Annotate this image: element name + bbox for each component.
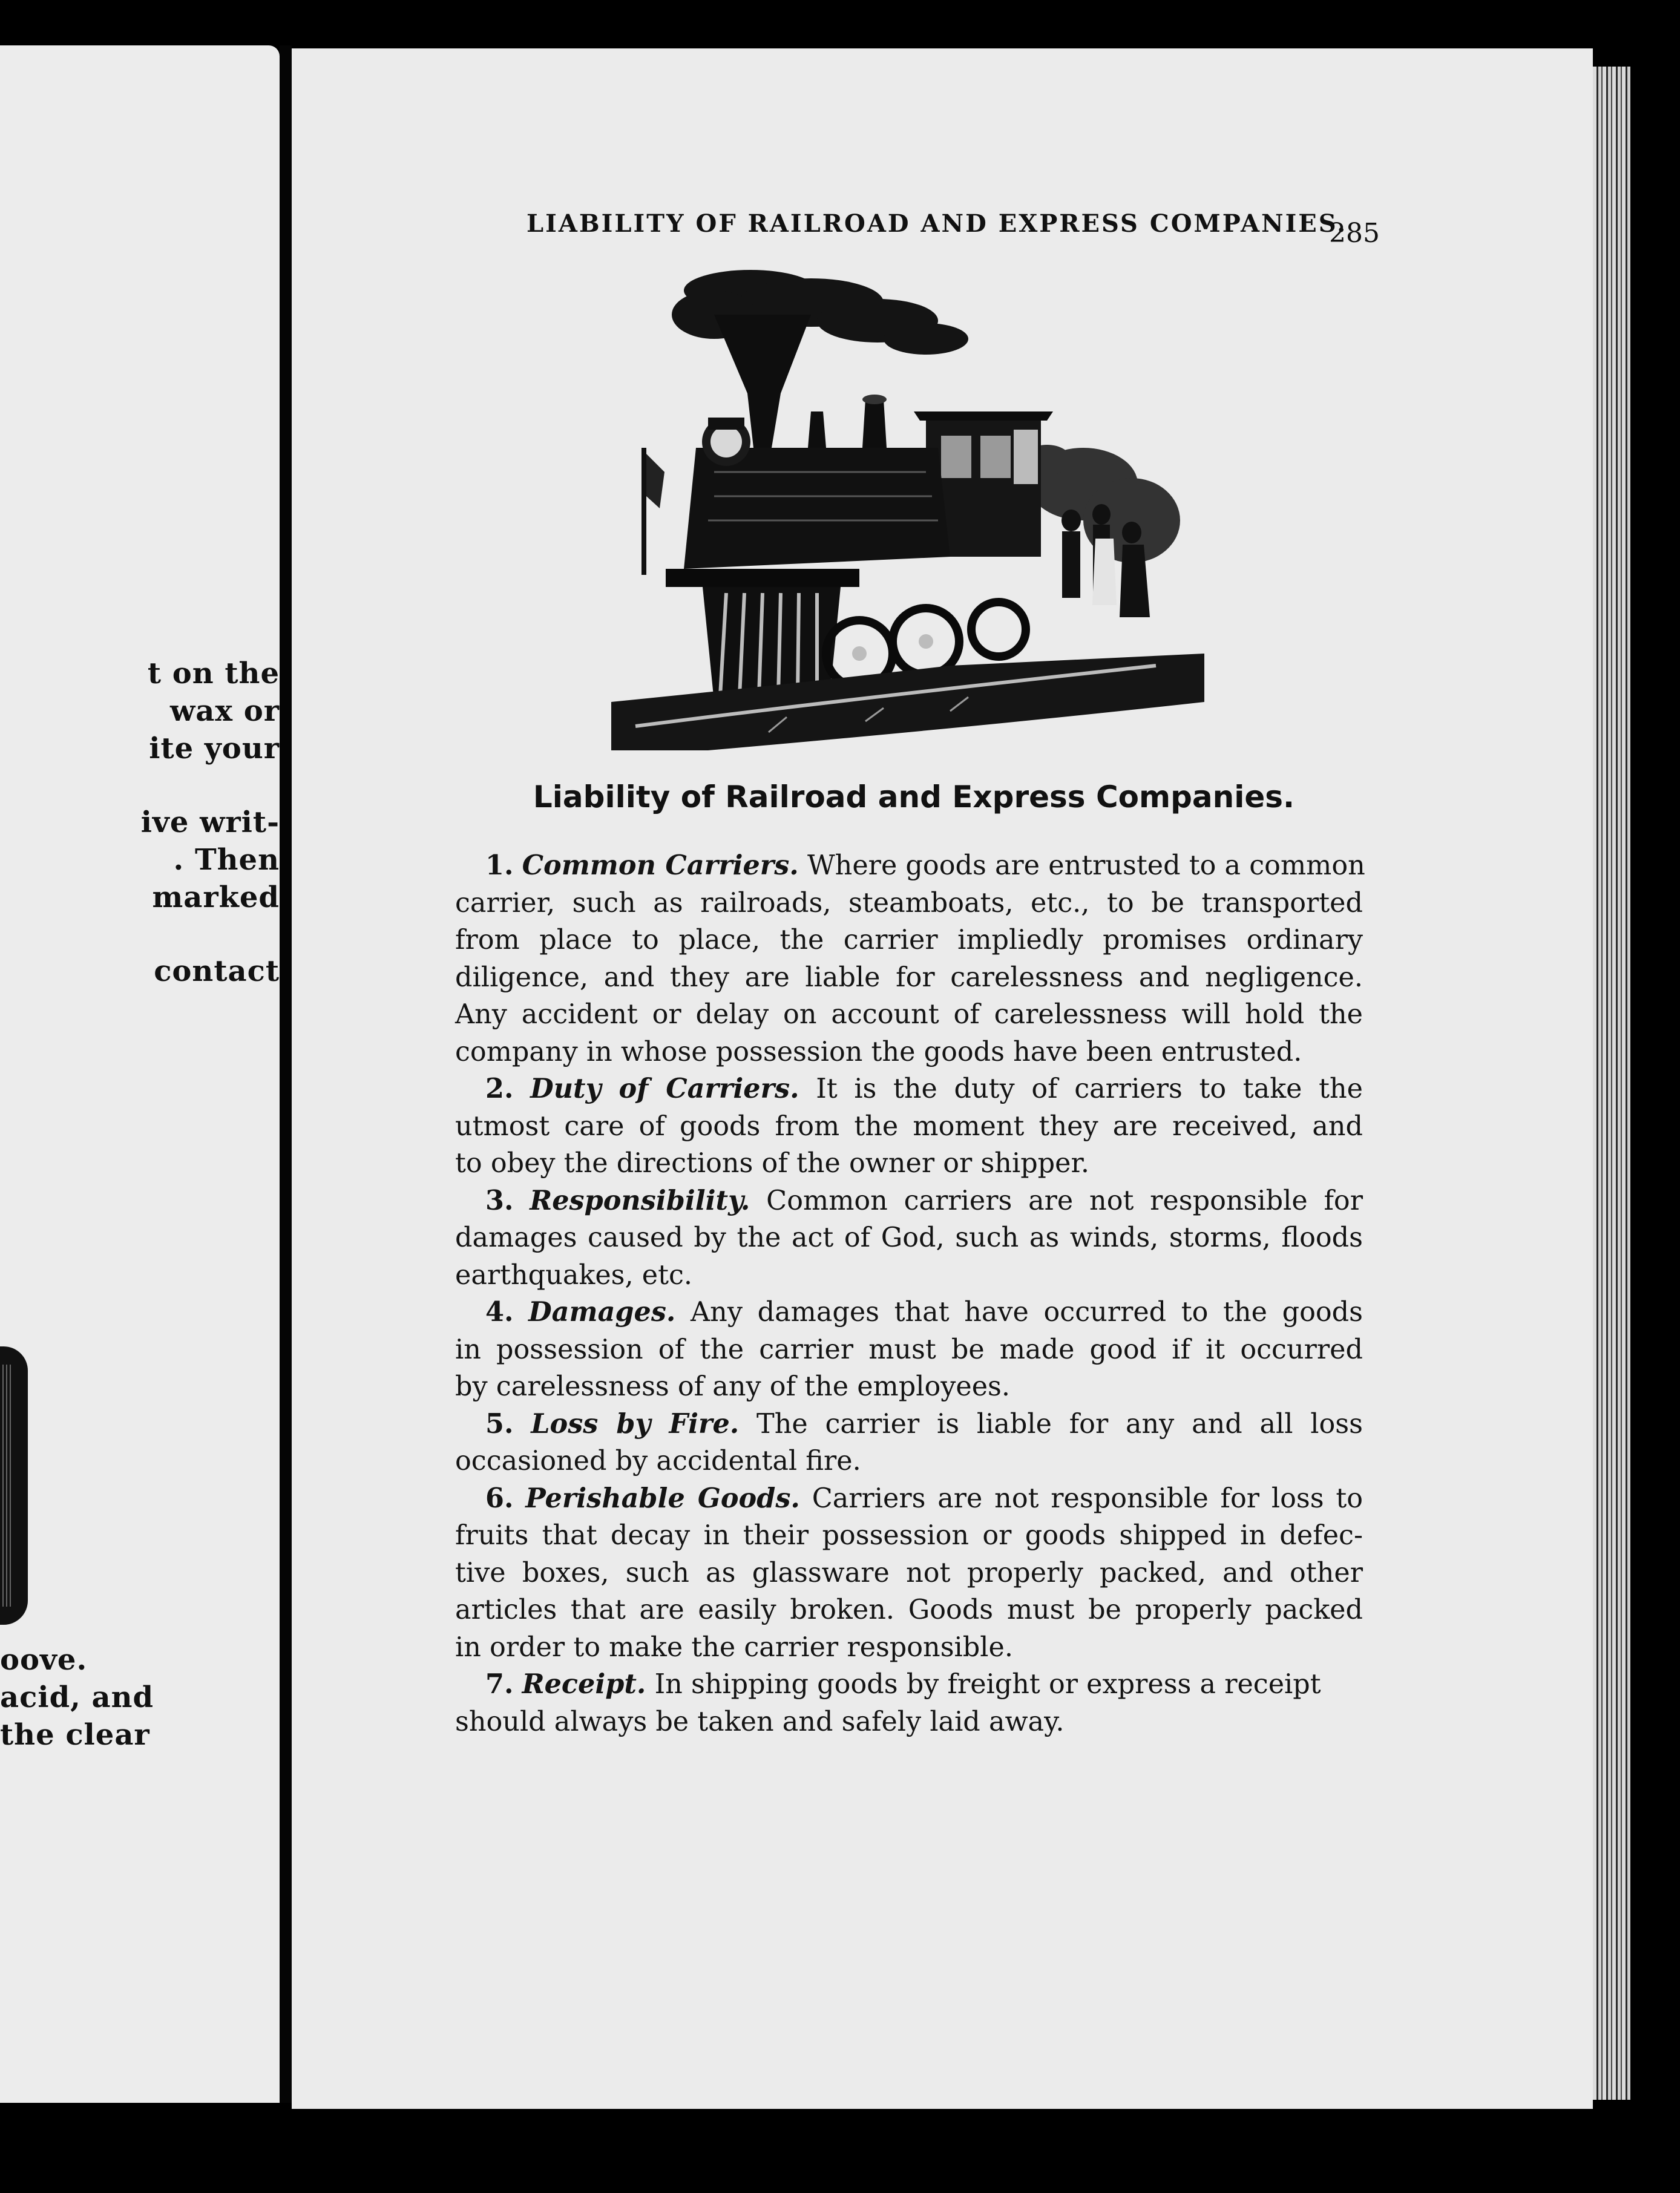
section-number: 4. <box>485 1296 514 1328</box>
section-number: 2. <box>485 1073 514 1104</box>
section-label: Common Carriers. <box>522 850 799 881</box>
section-4 <box>455 1294 1363 1406</box>
locomotive-engraving <box>611 266 1210 750</box>
text-line: 1. Common Carriers. Where goods are entrusted to a common <box>485 850 1365 881</box>
text-line: damages caused by the act of God, such as winds, storms, floods <box>455 1222 1363 1253</box>
boiler <box>684 448 950 569</box>
section-1 <box>455 847 1363 1070</box>
text-line: carrier, such as railroads, steamboats, etc., to be transported <box>455 887 1363 919</box>
text-line: 5. Loss by Fire. The carrier is liable for any and all loss <box>485 1408 1363 1440</box>
text-line: 7. Receipt. In shipping goods by freight or express a receipt <box>485 1668 1321 1700</box>
page-edges <box>1593 67 1630 2100</box>
left-text-fragment: contact <box>154 954 280 988</box>
text-line: occasioned by accidental fire. <box>455 1446 861 1477</box>
text-line: utmost care of goods from the moment they are received, and <box>455 1110 1363 1142</box>
running-head: LIABILITY OF RAILROAD AND EXPRESS COMPANIES. <box>527 209 1348 238</box>
left-facing-page <box>0 45 280 2103</box>
section-label: Damages. <box>528 1296 676 1328</box>
article-body <box>455 847 1363 1740</box>
text-line: 6. Perishable Goods. Carriers are not responsible for loss to <box>485 1482 1363 1514</box>
section-number: 5. <box>485 1408 514 1440</box>
text-line: 2. Duty of Carriers. It is the duty of carriers to take the <box>485 1073 1363 1104</box>
left-text-fragment: ite your <box>149 732 280 765</box>
left-text-fragment: marked <box>152 880 280 914</box>
article-heading: Liability of Railroad and Express Companies. <box>533 779 1295 815</box>
section-2 <box>455 1070 1363 1182</box>
page-number: 285 <box>1329 218 1380 249</box>
book-illustration-fragment <box>0 1346 28 1625</box>
left-text-fragment: wax or <box>169 694 280 728</box>
left-text-fragment: . Then <box>173 843 280 877</box>
left-text-fragment: t on the <box>147 657 280 690</box>
left-text-fragment: ive writ- <box>140 805 280 839</box>
section-5 <box>455 1406 1363 1480</box>
text-line: articles that are easily broken. Goods must be properly packed <box>455 1595 1363 1625</box>
text-line: from place to place, the carrier impliedly promises ordinary <box>455 925 1363 956</box>
text-line: tive boxes, such as glassware not properly packed, and other <box>455 1557 1363 1588</box>
section-number: 7. <box>485 1668 514 1700</box>
text-line: to obey the directions of the owner or shipper. <box>455 1148 1090 1179</box>
text-line: Any accident or delay on account of carelessness will hold the <box>455 999 1363 1030</box>
section-7 <box>455 1666 1363 1740</box>
section-label: Receipt. <box>522 1668 646 1700</box>
flag <box>641 448 646 575</box>
text-line: earthquakes, etc. <box>455 1259 693 1291</box>
text-line: in order to make the carrier responsible. <box>455 1631 1013 1663</box>
section-label: Perishable Goods. <box>525 1482 800 1514</box>
smoke-cloud <box>672 270 968 355</box>
text-line: diligence, and they are liable for carelessness and negligence. <box>455 962 1363 993</box>
text-line: 3. Responsibility. Common carriers are not responsible for <box>485 1184 1363 1216</box>
section-number: 1. <box>485 850 514 881</box>
book-gutter <box>280 45 292 2103</box>
section-number: 6. <box>485 1482 514 1514</box>
text-line: in possession of the carrier must be made good if it occurred <box>455 1334 1363 1365</box>
text-line: 4. Damages. Any damages that have occurred to the goods <box>485 1296 1363 1328</box>
section-label: Loss by Fire. <box>531 1408 740 1440</box>
text-line: fruits that decay in their possession or goods shipped in defec- <box>455 1520 1363 1551</box>
left-text-fragment: oove. <box>0 1643 88 1677</box>
left-text-fragment: acid, and <box>0 1680 154 1714</box>
section-label: Duty of Carriers. <box>530 1073 799 1104</box>
text-line: by carelessness of any of the employees. <box>455 1371 1011 1402</box>
section-label: Responsibility. <box>530 1184 750 1216</box>
text-line: should always be taken and safely laid away. <box>455 1706 1065 1737</box>
text-line: company in whose possession the goods have been entrusted. <box>455 1036 1302 1067</box>
section-6 <box>455 1480 1363 1667</box>
left-text-fragment: the clear <box>0 1718 150 1752</box>
section-number: 3. <box>485 1184 514 1216</box>
section-3 <box>455 1182 1363 1294</box>
